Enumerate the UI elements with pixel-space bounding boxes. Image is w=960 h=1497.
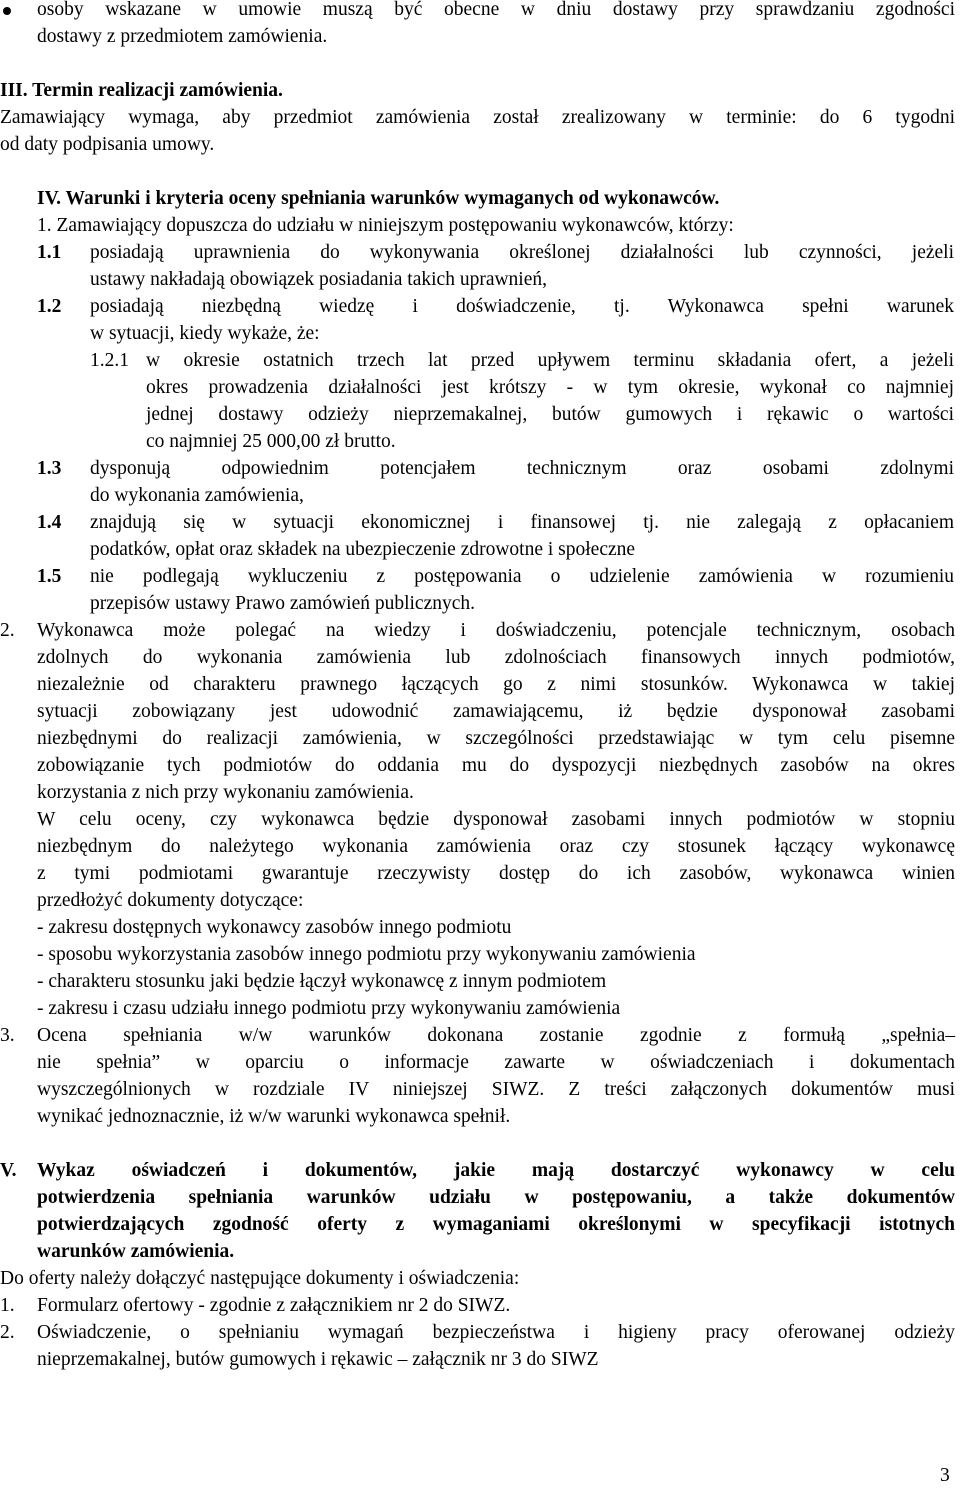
item-1-5-number: 1.5 [37, 566, 62, 587]
point-2-line-6: zobowiązanie tych podmiotów do oddania mu do dyspozycji niezbędnych zasobów na okres [37, 755, 955, 776]
item-1-1-line-2: ustawy nakładają obowiązek posiadania takich uprawnień, [90, 269, 548, 290]
section-3-heading: III. Termin realizacji zamówienia. [0, 80, 283, 101]
doc-2-number: 2. [0, 1322, 15, 1343]
item-1-4-line-1: znajdują się w sytuacji ekonomicznej i finansowej tj. nie zalegają z opłacaniem [90, 512, 954, 533]
point-2-line-4: sytuacji zobowiązany jest udowodnić zamawiającemu, iż będzie dysponował zasobami [37, 701, 955, 722]
section-3-line-2: od daty podpisania umowy. [0, 134, 215, 155]
point-2-dash-3: - charakteru stosunku jaki będzie łączył wykonawcę z innym podmiotem [37, 971, 607, 992]
item-1-5-line-1: nie podlegają wykluczeniu z postępowania o udzielenie zamówienia w rozumieniu [90, 566, 954, 587]
point-3-line-4: wynikać jednoznacznie, iż w/w warunki wykonawca spełnił. [37, 1106, 511, 1127]
bullet-line-1: osoby wskazane w umowie muszą być obecne w dniu dostawy przy sprawdzaniu zgodności [37, 0, 955, 20]
section-5-heading-line-4: warunków zamówienia. [37, 1241, 235, 1262]
section-5-heading-line-3: potwierdzających zgodność oferty z wymaganiami określonymi w specyfikacji istotnych [37, 1214, 955, 1235]
point-2-dash-1: - zakresu dostępnych wykonawcy zasobów innego podmiotu [37, 917, 512, 938]
point-2-line-7: korzystania z nich przy wykonaniu zamówienia. [37, 782, 414, 803]
point-2-dash-4: - zakresu i czasu udziału innego podmiotu przy wykonywaniu zamówienia [37, 998, 621, 1019]
bullet-line-2: dostawy z przedmiotem zamówienia. [37, 26, 328, 47]
section-5-heading-line-2: potwierdzenia spełniania warunków udziału w postępowaniu, a także dokumentów [37, 1187, 955, 1208]
point-2-dash-2: - sposobu wykorzystania zasobów innego podmiotu przy wykonywaniu zamówienia [37, 944, 696, 965]
point-3-line-2: nie spełnia” w oparciu o informacje zawarte w oświadczeniach i dokumentach [37, 1052, 955, 1073]
doc-2-line-1: Oświadczenie, o spełnianiu wymagań bezpieczeństwa i higieny pracy oferowanej odzieży [37, 1322, 955, 1343]
item-1-2-1-line-3: jednej dostawy odzieży nieprzemakalnej, butów gumowych i rękawic o wartości [146, 404, 954, 425]
section-5-number: V. [0, 1160, 17, 1181]
item-1-2-1-line-1: w okresie ostatnich trzech lat przed upływem terminu składania ofert, a jeżeli [146, 350, 954, 371]
point-2-number: 2. [0, 620, 15, 641]
item-1-2-number: 1.2 [37, 296, 62, 317]
item-1-3-line-1: dysponują odpowiednim potencjałem technicznym oraz osobami zdolnymi [90, 458, 954, 479]
item-1-2-1-line-4: co najmniej 25 000,00 zł brutto. [146, 431, 396, 452]
point-2-line-5: niezbędnymi do realizacji zamówienia, w szczególności przedstawiając w tym celu pisemne [37, 728, 955, 749]
doc-2-line-2: nieprzemakalnej, butów gumowych i rękawic – załącznik nr 3 do SIWZ [37, 1349, 599, 1370]
section-3-line-1: Zamawiający wymaga, aby przedmiot zamówienia został zrealizowany w terminie: do 6 tygodni [0, 107, 955, 128]
point-2-line-11: przedłożyć dokumenty dotyczące: [37, 890, 304, 911]
item-1-4-number: 1.4 [37, 512, 62, 533]
doc-1-number: 1. [0, 1295, 15, 1316]
section-4-point-1: 1. Zamawiający dopuszcza do udziału w niniejszym postępowaniu wykonawców, którzy: [37, 215, 734, 236]
item-1-3-line-2: do wykonania zamówienia, [90, 485, 304, 506]
point-2-line-8: W celu oceny, czy wykonawca będzie dysponował zasobami innych podmiotów w stopniu [37, 809, 955, 830]
doc-1-text: Formularz ofertowy - zgodnie z załącznikiem nr 2 do SIWZ. [37, 1295, 511, 1316]
item-1-2-line-1: posiadają niezbędną wiedzę i doświadczenie, tj. Wykonawca spełni warunek [90, 296, 954, 317]
bullet-icon [3, 7, 11, 15]
item-1-1-number: 1.1 [37, 242, 62, 263]
point-2-line-3: niezależnie od charakteru prawnego łączących go z nimi stosunków. Wykonawca w takiej [37, 674, 955, 695]
item-1-5-line-2: przepisów ustawy Prawo zamówień publicznych. [90, 593, 476, 614]
point-3-number: 3. [0, 1025, 15, 1046]
item-1-2-1-number: 1.2.1 [90, 350, 129, 371]
section-5-heading-line-1: Wykaz oświadczeń i dokumentów, jakie mają dostarczyć wykonawcy w celu [37, 1160, 955, 1181]
section-5-intro: Do oferty należy dołączyć następujące dokumenty i oświadczenia: [0, 1268, 520, 1289]
point-2-line-2: zdolnych do wykonania zamówienia lub zdolnościach finansowych innych podmiotów, [37, 647, 955, 668]
page-number: 3 [940, 1465, 950, 1486]
point-2-line-10: z tymi podmiotami gwarantuje rzeczywisty dostęp do ich zasobów, wykonawca winien [37, 863, 955, 884]
point-2-line-9: niezbędnym do należytego wykonania zamówienia oraz czy stosunek łączący wykonawcę [37, 836, 955, 857]
point-3-line-1: Ocena spełniania w/w warunków dokonana zostanie zgodnie z formułą „spełnia– [37, 1025, 955, 1046]
item-1-2-1-line-2: okres prowadzenia działalności jest krótszy - w tym okresie, wykonał co najmniej [146, 377, 954, 398]
item-1-1-line-1: posiadają uprawnienia do wykonywania określonej działalności lub czynności, jeżeli [90, 242, 954, 263]
point-2-line-1: Wykonawca może polegać na wiedzy i doświadczeniu, potencjale technicznym, osobach [37, 620, 955, 641]
item-1-3-number: 1.3 [37, 458, 62, 479]
point-3-line-3: wyszczególnionych w rozdziale IV niniejszej SIWZ. Z treści załączonych dokumentów musi [37, 1079, 955, 1100]
section-4-heading: IV. Warunki i kryteria oceny spełniania warunków wymaganych od wykonawców. [37, 188, 720, 209]
item-1-4-line-2: podatków, opłat oraz składek na ubezpieczenie zdrowotne i społeczne [90, 539, 636, 560]
item-1-2-line-2: w sytuacji, kiedy wykaże, że: [90, 323, 320, 344]
